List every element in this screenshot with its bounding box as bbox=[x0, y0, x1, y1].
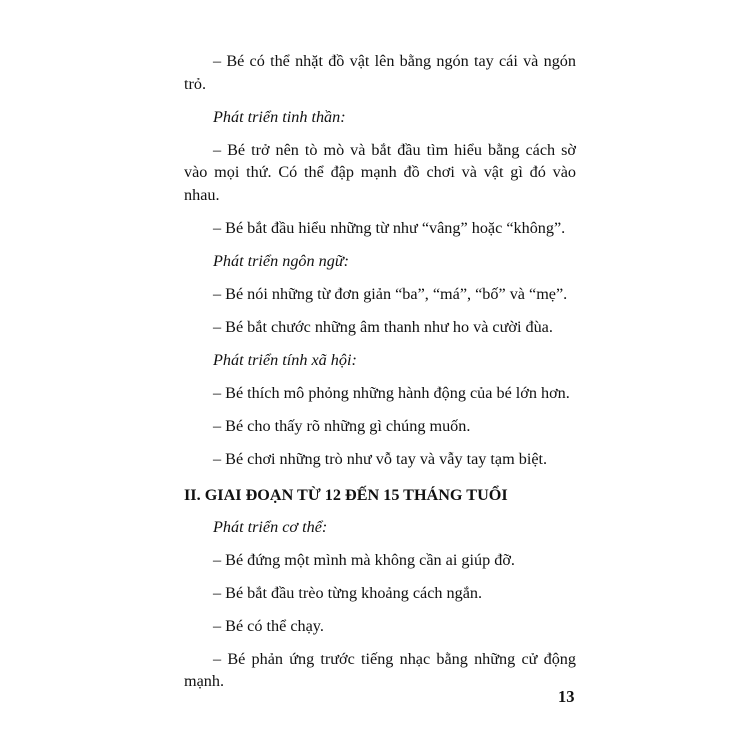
subheading-physical-development: Phát triển cơ thể: bbox=[213, 517, 328, 536]
paragraph-imitate-actions: – Bé thích mô phỏng những hành động của bé lớn hơn. bbox=[213, 383, 570, 402]
paragraph-play-games: – Bé chơi những trò như vỗ tay và vẫy tay tạm biệt. bbox=[213, 449, 548, 468]
subheading-social-development: Phát triển tính xã hội: bbox=[213, 350, 357, 369]
page-body bbox=[184, 50, 576, 703]
paragraph-react-to-music: – Bé phản ứng trước tiếng nhạc bằng những cử động mạnh. bbox=[184, 649, 576, 690]
paragraph-curiosity: – Bé trở nên tò mò và bắt đầu tìm hiểu bằng cách sờ vào mọi thứ. Có thể đập mạnh đồ chơi và vật gì đó vào nhau. bbox=[184, 140, 576, 204]
paragraph-imitate-sounds: – Bé bắt chước những âm thanh như ho và cười đùa. bbox=[213, 317, 553, 336]
paragraph-climb: – Bé bắt đầu trèo từng khoảng cách ngắn. bbox=[213, 583, 483, 602]
paragraph-understand-words: – Bé bắt đầu hiểu những từ như “vâng” hoặc “không”. bbox=[213, 218, 566, 237]
section-heading: II. GIAI ĐOẠN TỪ 12 ĐẾN 15 THÁNG TUỔI bbox=[184, 486, 508, 504]
subheading-mental-development: Phát triển tinh thần: bbox=[213, 107, 346, 126]
paragraph-show-wants: – Bé cho thấy rõ những gì chúng muốn. bbox=[213, 416, 471, 435]
paragraph-run: – Bé có thể chạy. bbox=[213, 616, 324, 635]
paragraph-pick-up-objects: – Bé có thể nhặt đồ vật lên bằng ngón tay cái và ngón trỏ. bbox=[184, 52, 576, 93]
paragraph-stand-alone: – Bé đứng một mình mà không cần ai giúp đỡ. bbox=[213, 550, 515, 569]
paragraph-simple-words: – Bé nói những từ đơn giản “ba”, “má”, “bố” và “mẹ”. bbox=[213, 284, 568, 303]
subheading-language-development: Phát triển ngôn ngữ: bbox=[213, 251, 350, 270]
page-number: 13 bbox=[558, 687, 575, 706]
